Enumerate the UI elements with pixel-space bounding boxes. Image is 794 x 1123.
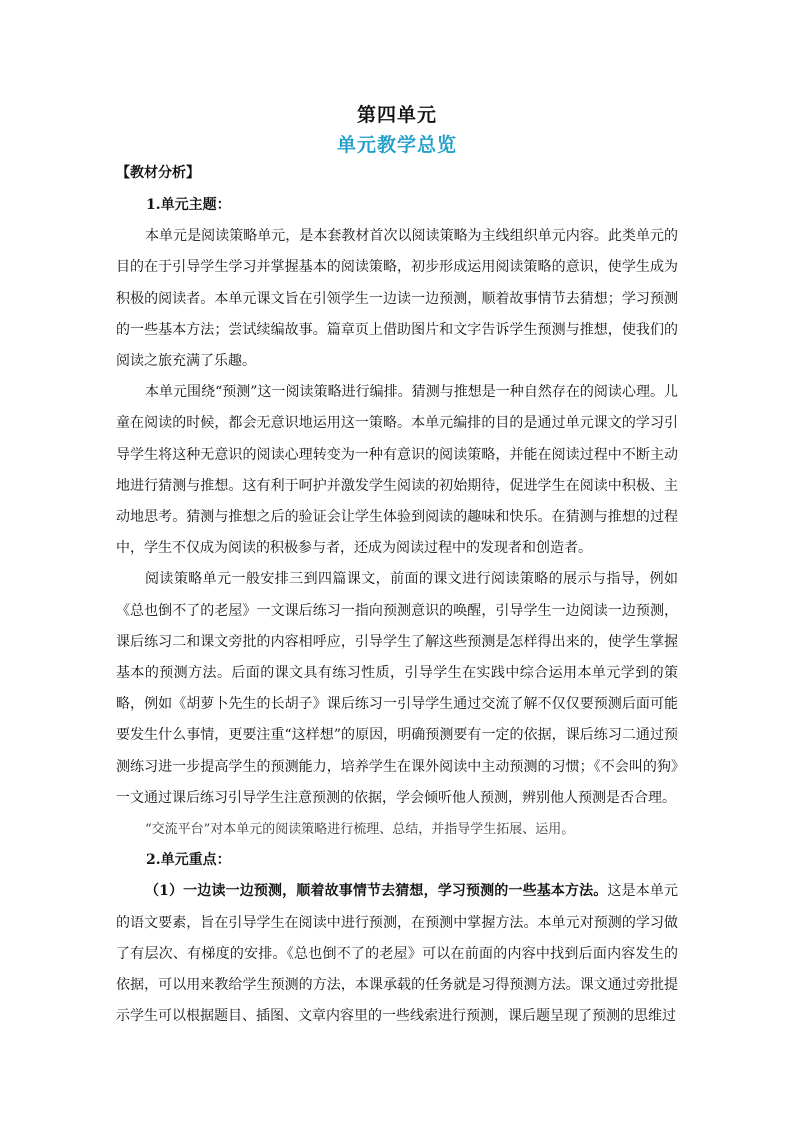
heading-unit-theme: 1.单元主题： <box>146 197 231 213</box>
paragraph-2: 本单元围绕“预测”这一阅读策略进行编排。猜测与推想是一种自然存在的阅读心理。儿童在阅读的时候，都会无意识地运用这一策略。本单元编排的目的是通过单元课文的学习引导学生将这种无意识的阅读心理转变为一种有意识的阅读策略，并能在阅读过程中不断主动地进行猜测与推想。这有利于呵护并激发学生阅读的初始期待，促进学生在阅读中积极、主动地思考。猜测与推想之后的验证会让学生体验到阅读的趣味和快乐。在猜测与推想的过程中，学生不仅成为阅读的积极参与者，还成为阅读过程中的发现者和创造者。 <box>116 384 678 557</box>
heading-unit-focus: 2.单元重点： <box>146 852 231 869</box>
section-label: 【教材分析】 <box>116 165 200 181</box>
paragraph-5-rest: 这是本单元的语文要素，旨在引导学生在阅读中进行预测，在预测中掌握方法。本单元对预测的学习做了有层次、有梯度的安排。《总也倒不了的老屋》可以在前面的内容中找到后面内容发生的依据，可以用来教给学生预测的方法，本课承载的任务就是习得预测方法。课文通过旁批提示学生可以根据题目、插图、文章内容里的一些线索进行预测，课后题呈现了预测的思维过 <box>116 883 678 1025</box>
document-body <box>116 190 678 1032</box>
paragraph-3: 阅读策略单元一般安排三到四篇课文，前面的课文进行阅读策略的展示与指导，例如《总也倒不了的老屋》一文课后练习一指向预测意识的唤醒，引导学生一边阅读一边预测，课后练习二和课文旁批的内容相呼应，引导学生了解这些预测是怎样得出来的，使学生掌握基本的预测方法。后面的课文具有练习性质，引导学生在实践中综合运用本单元学到的策略，例如《胡萝卜先生的长胡子》课后练习一引导学生通过交流了解不仅仅要预测后面可能要发生什么事情，更要注重“这样想”的原因，明确预测要有一定的依据，课后练习二通过预测练习进一步提高学生的预测能力，培养学生在课外阅读中主动预测的习惯；《不会叫的狗》一文通过课后练习引导学生注意预测的依据，学会倾听他人预测，辨别他人预测是否合理。 <box>116 571 678 806</box>
paragraph-4: “交流平台”对本单元的阅读策略进行梳理、总结，并指导学生拓展、运用。 <box>145 822 575 838</box>
paragraph-1: 本单元是阅读策略单元，是本套教材首次以阅读策略为主线组织单元内容。此类单元的目的在于引导学生学习并掌握基本的阅读策略，初步形成运用阅读策略的意识，使学生成为积极的阅读者。本单元课文旨在引领学生一边读一边预测，顺着故事情节去猜想；学习预测的一些基本方法；尝试续编故事。篇章页上借助图片和文字告诉学生预测与推想，使我们的阅读之旅充满了乐趣。 <box>116 228 678 370</box>
unit-title: 第四单元 <box>356 104 437 126</box>
paragraph-5 <box>116 876 678 1032</box>
unit-subtitle: 单元教学总览 <box>336 134 457 156</box>
paragraph-5-lead: （1）一边读一边预测，顺着故事情节去猜想，学习预测的一些基本方法。 <box>145 883 608 900</box>
